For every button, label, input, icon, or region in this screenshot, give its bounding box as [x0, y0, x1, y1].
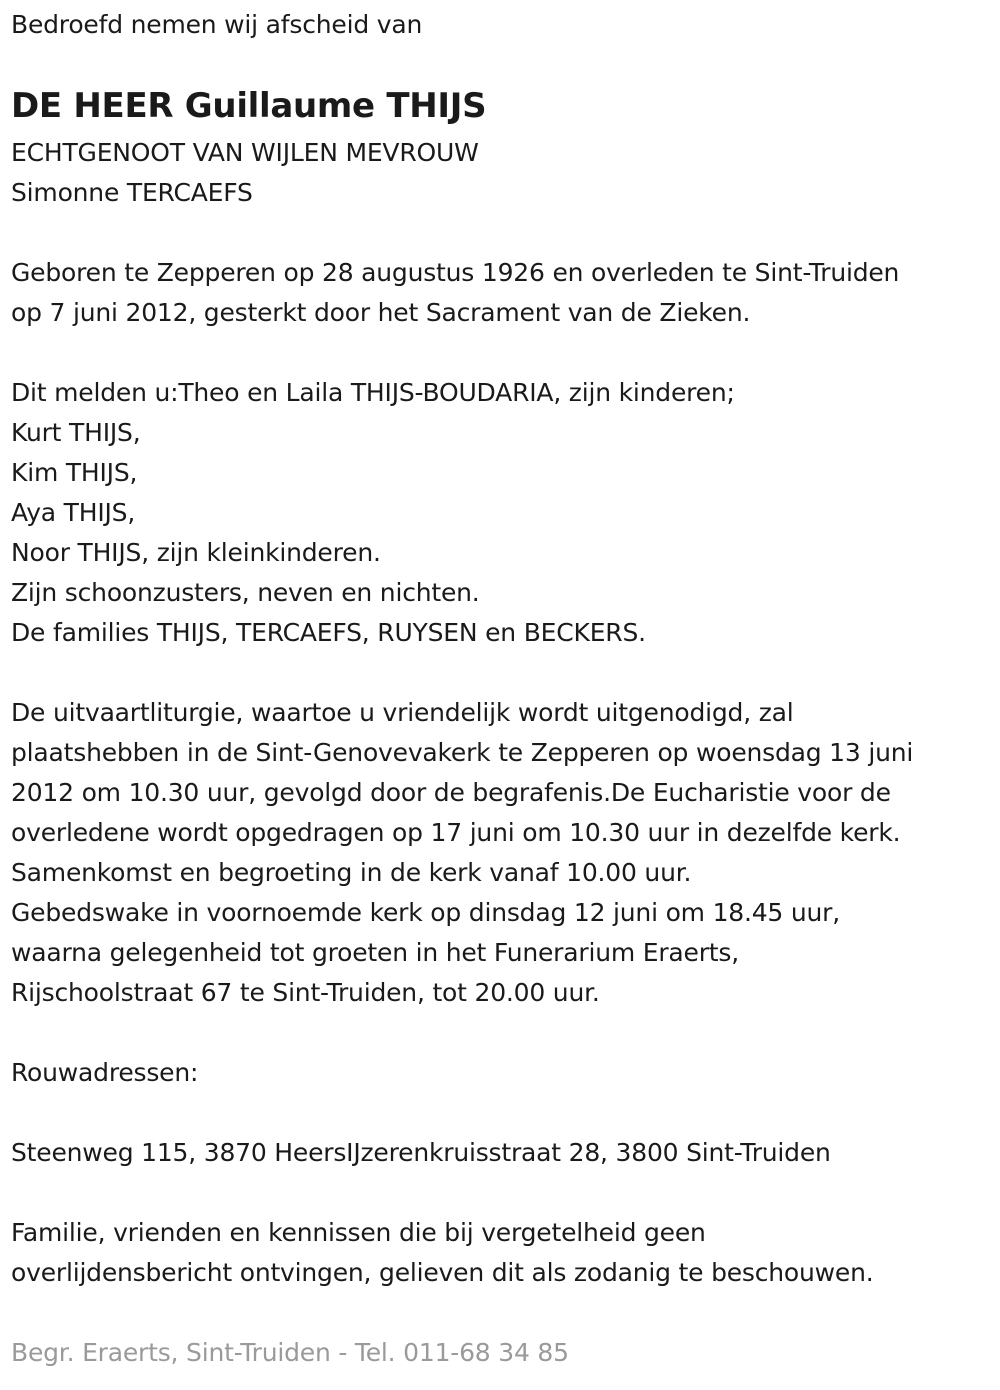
funeral-line: waarna gelegenheid tot groeten in het Funerarium Eraerts, [11, 938, 739, 967]
birth-death-line: Geboren te Zepperen op 28 augustus 1926 en overleden te Sint-Truiden [11, 258, 900, 287]
family-line: Zijn schoonzusters, neven en nichten. [11, 578, 480, 607]
family-line: Kim THIJS, [11, 458, 138, 487]
spouse-name: Simonne TERCAEFS [11, 178, 253, 207]
funeral-line: De uitvaartliturgie, waartoe u vriendelijk wordt uitgenodigd, zal [11, 698, 794, 727]
family-line: Noor THIJS, zijn kleinkinderen. [11, 538, 381, 567]
funeral-line: overledene wordt opgedragen op 17 juni om 10.30 uur in dezelfde kerk. [11, 818, 901, 847]
family-line: Kurt THIJS, [11, 418, 141, 447]
addresses-heading: Rouwadressen: [11, 1058, 199, 1087]
funeral-line: Rijschoolstraat 67 te Sint-Truiden, tot 20.00 uur. [11, 978, 600, 1007]
funeral-home-footer: Begr. Eraerts, Sint-Truiden - Tel. 011-68 34 85 [11, 1338, 569, 1367]
funeral-line: 2012 om 10.30 uur, gevolgd door de begrafenis.De Eucharistie voor de [11, 778, 891, 807]
deceased-name: DE HEER Guillaume THIJS [11, 86, 487, 126]
addresses-text: Steenweg 115, 3870 HeersIJzerenkruisstraat 28, 3800 Sint-Truiden [11, 1138, 831, 1167]
family-line: Aya THIJS, [11, 498, 136, 527]
intro-text: Bedroefd nemen wij afscheid van [11, 10, 423, 39]
family-line: De families THIJS, TERCAEFS, RUYSEN en BECKERS. [11, 618, 646, 647]
closing-line: overlijdensbericht ontvingen, gelieven dit als zodanig te beschouwen. [11, 1258, 874, 1287]
funeral-line: Gebedswake in voornoemde kerk op dinsdag 12 juni om 18.45 uur, [11, 898, 840, 927]
closing-line: Familie, vrienden en kennissen die bij vergetelheid geen [11, 1218, 706, 1247]
family-line: Dit melden u:Theo en Laila THIJS-BOUDARIA, zijn kinderen; [11, 378, 735, 407]
funeral-line: Samenkomst en begroeting in de kerk vanaf 10.00 uur. [11, 858, 692, 887]
spouse-line: ECHTGENOOT VAN WIJLEN MEVROUW [11, 138, 479, 167]
birth-death-line: op 7 juni 2012, gesterkt door het Sacrament van de Zieken. [11, 298, 751, 327]
funeral-line: plaatshebben in de Sint-Genovevakerk te Zepperen op woensdag 13 juni [11, 738, 914, 767]
